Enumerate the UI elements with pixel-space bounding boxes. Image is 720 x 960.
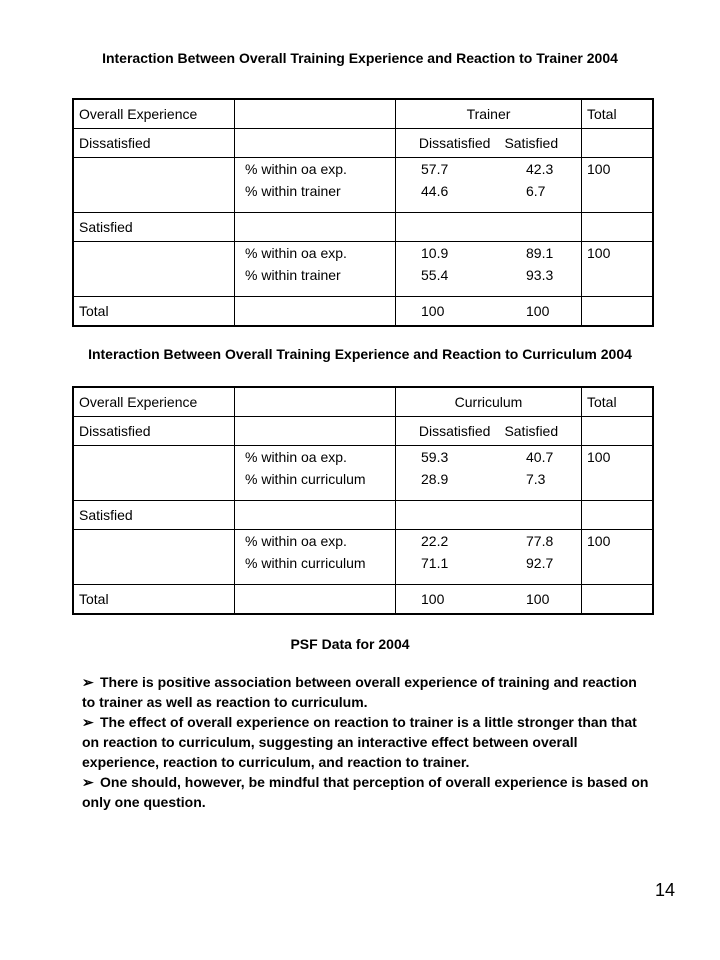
curriculum-table [72, 386, 654, 615]
bullet-text: There is positive association between overall experience of training and reaction to trainer as well as reaction to curriculum. [82, 674, 637, 710]
value: 93.3 [526, 267, 554, 283]
header-overall-experience: Overall Experience [73, 387, 235, 417]
measure-labels [235, 158, 396, 213]
measure-oa-exp: % within oa exp. [245, 245, 347, 261]
value: 57.7 [421, 161, 449, 177]
measure-trainer: % within trainer [245, 183, 341, 199]
table-row [73, 501, 653, 530]
measure-oa-exp: % within oa exp. [245, 449, 347, 465]
table-row [73, 99, 653, 129]
measure-trainer: % within trainer [245, 267, 341, 283]
value: 6.7 [526, 183, 546, 199]
subheader-dissatisfied: Dissatisfied [418, 423, 491, 439]
value: 100 [421, 591, 445, 607]
arrow-bullet-icon: ➢ [82, 774, 94, 790]
bullet-item [82, 712, 652, 772]
value: 100 [526, 591, 550, 607]
table-row [73, 297, 653, 327]
subheader-satisfied: Satisfied [504, 423, 559, 439]
value: 77.8 [526, 533, 554, 549]
value: 40.7 [526, 449, 554, 465]
cell-blank [396, 501, 582, 530]
row-label-satisfied: Satisfied [73, 501, 235, 530]
row-total: 100 [582, 530, 654, 585]
cell-blank [235, 213, 396, 242]
measure-curriculum: % within curriculum [245, 471, 366, 487]
header-overall-experience: Overall Experience [73, 99, 235, 129]
values-cell [396, 530, 582, 585]
measure-labels [235, 530, 396, 585]
arrow-bullet-icon: ➢ [82, 674, 94, 690]
cell-blank [235, 501, 396, 530]
cell-blank [235, 297, 396, 327]
arrow-bullet-icon: ➢ [82, 714, 94, 730]
value: 59.3 [421, 449, 449, 465]
cell-blank [582, 297, 654, 327]
value: 28.9 [421, 471, 449, 487]
table-row [73, 387, 653, 417]
row-total: 100 [582, 242, 654, 297]
measure-oa-exp: % within oa exp. [245, 161, 347, 177]
cell-blank [235, 129, 396, 158]
subheader-dissatisfied: Dissatisfied [418, 135, 491, 151]
value: 7.3 [526, 471, 546, 487]
header-blank [235, 99, 396, 129]
cell-blank [73, 530, 235, 585]
table-row [73, 417, 653, 446]
measure-labels [235, 242, 396, 297]
cell-blank [582, 585, 654, 615]
value: 89.1 [526, 245, 554, 261]
header-blank [235, 387, 396, 417]
cell-blank [582, 417, 654, 446]
bullet-text: One should, however, be mindful that perception of overall experience is based on only one question. [82, 774, 649, 810]
psf-heading: PSF Data for 2004 [290, 636, 410, 652]
table-row [73, 158, 653, 213]
row-label-total: Total [73, 297, 235, 327]
values-cell [396, 446, 582, 501]
value: 10.9 [421, 245, 449, 261]
subheader-cell [396, 417, 582, 446]
values-cell [396, 158, 582, 213]
cell-blank [73, 158, 235, 213]
cell-blank [235, 417, 396, 446]
row-label-satisfied: Satisfied [73, 213, 235, 242]
row-total: 100 [582, 446, 654, 501]
table-row [73, 446, 653, 501]
value: 92.7 [526, 555, 554, 571]
table2-title: Interaction Between Overall Training Experience and Reaction to Curriculum 2004 [88, 346, 632, 362]
trainer-table [72, 98, 654, 327]
value: 55.4 [421, 267, 449, 283]
value: 100 [526, 303, 550, 319]
value: 44.6 [421, 183, 449, 199]
header-trainer: Trainer [396, 99, 582, 129]
row-label-dissatisfied: Dissatisfied [73, 417, 235, 446]
table-row [73, 530, 653, 585]
header-total: Total [582, 99, 654, 129]
value: 71.1 [421, 555, 449, 571]
value: 100 [421, 303, 445, 319]
row-label-dissatisfied: Dissatisfied [73, 129, 235, 158]
value: 22.2 [421, 533, 449, 549]
table-row [73, 242, 653, 297]
header-curriculum: Curriculum [396, 387, 582, 417]
values-cell [396, 297, 582, 327]
subheader-cell [396, 129, 582, 158]
bullet-item [82, 672, 652, 712]
values-cell [396, 242, 582, 297]
header-total: Total [582, 387, 654, 417]
subheader-satisfied: Satisfied [504, 135, 559, 151]
cell-blank [582, 213, 654, 242]
cell-blank [396, 213, 582, 242]
psf-notes [82, 672, 652, 812]
table-row [73, 129, 653, 158]
table-row [73, 213, 653, 242]
cell-blank [73, 242, 235, 297]
measure-labels [235, 446, 396, 501]
page-number: 14 [655, 880, 676, 900]
cell-blank [582, 129, 654, 158]
cell-blank [73, 446, 235, 501]
row-total: 100 [582, 158, 654, 213]
row-label-total: Total [73, 585, 235, 615]
values-cell [396, 585, 582, 615]
measure-curriculum: % within curriculum [245, 555, 366, 571]
bullet-text: The effect of overall experience on reaction to trainer is a little stronger than that on reaction to curriculum, suggesting an interactive effect between overall experience, reaction to curriculum, and reaction to trainer. [82, 714, 637, 770]
value: 42.3 [526, 161, 554, 177]
table1-title: Interaction Between Overall Training Experience and Reaction to Trainer 2004 [102, 50, 618, 66]
table-row [73, 585, 653, 615]
cell-blank [582, 501, 654, 530]
cell-blank [235, 585, 396, 615]
measure-oa-exp: % within oa exp. [245, 533, 347, 549]
bullet-item [82, 772, 652, 812]
